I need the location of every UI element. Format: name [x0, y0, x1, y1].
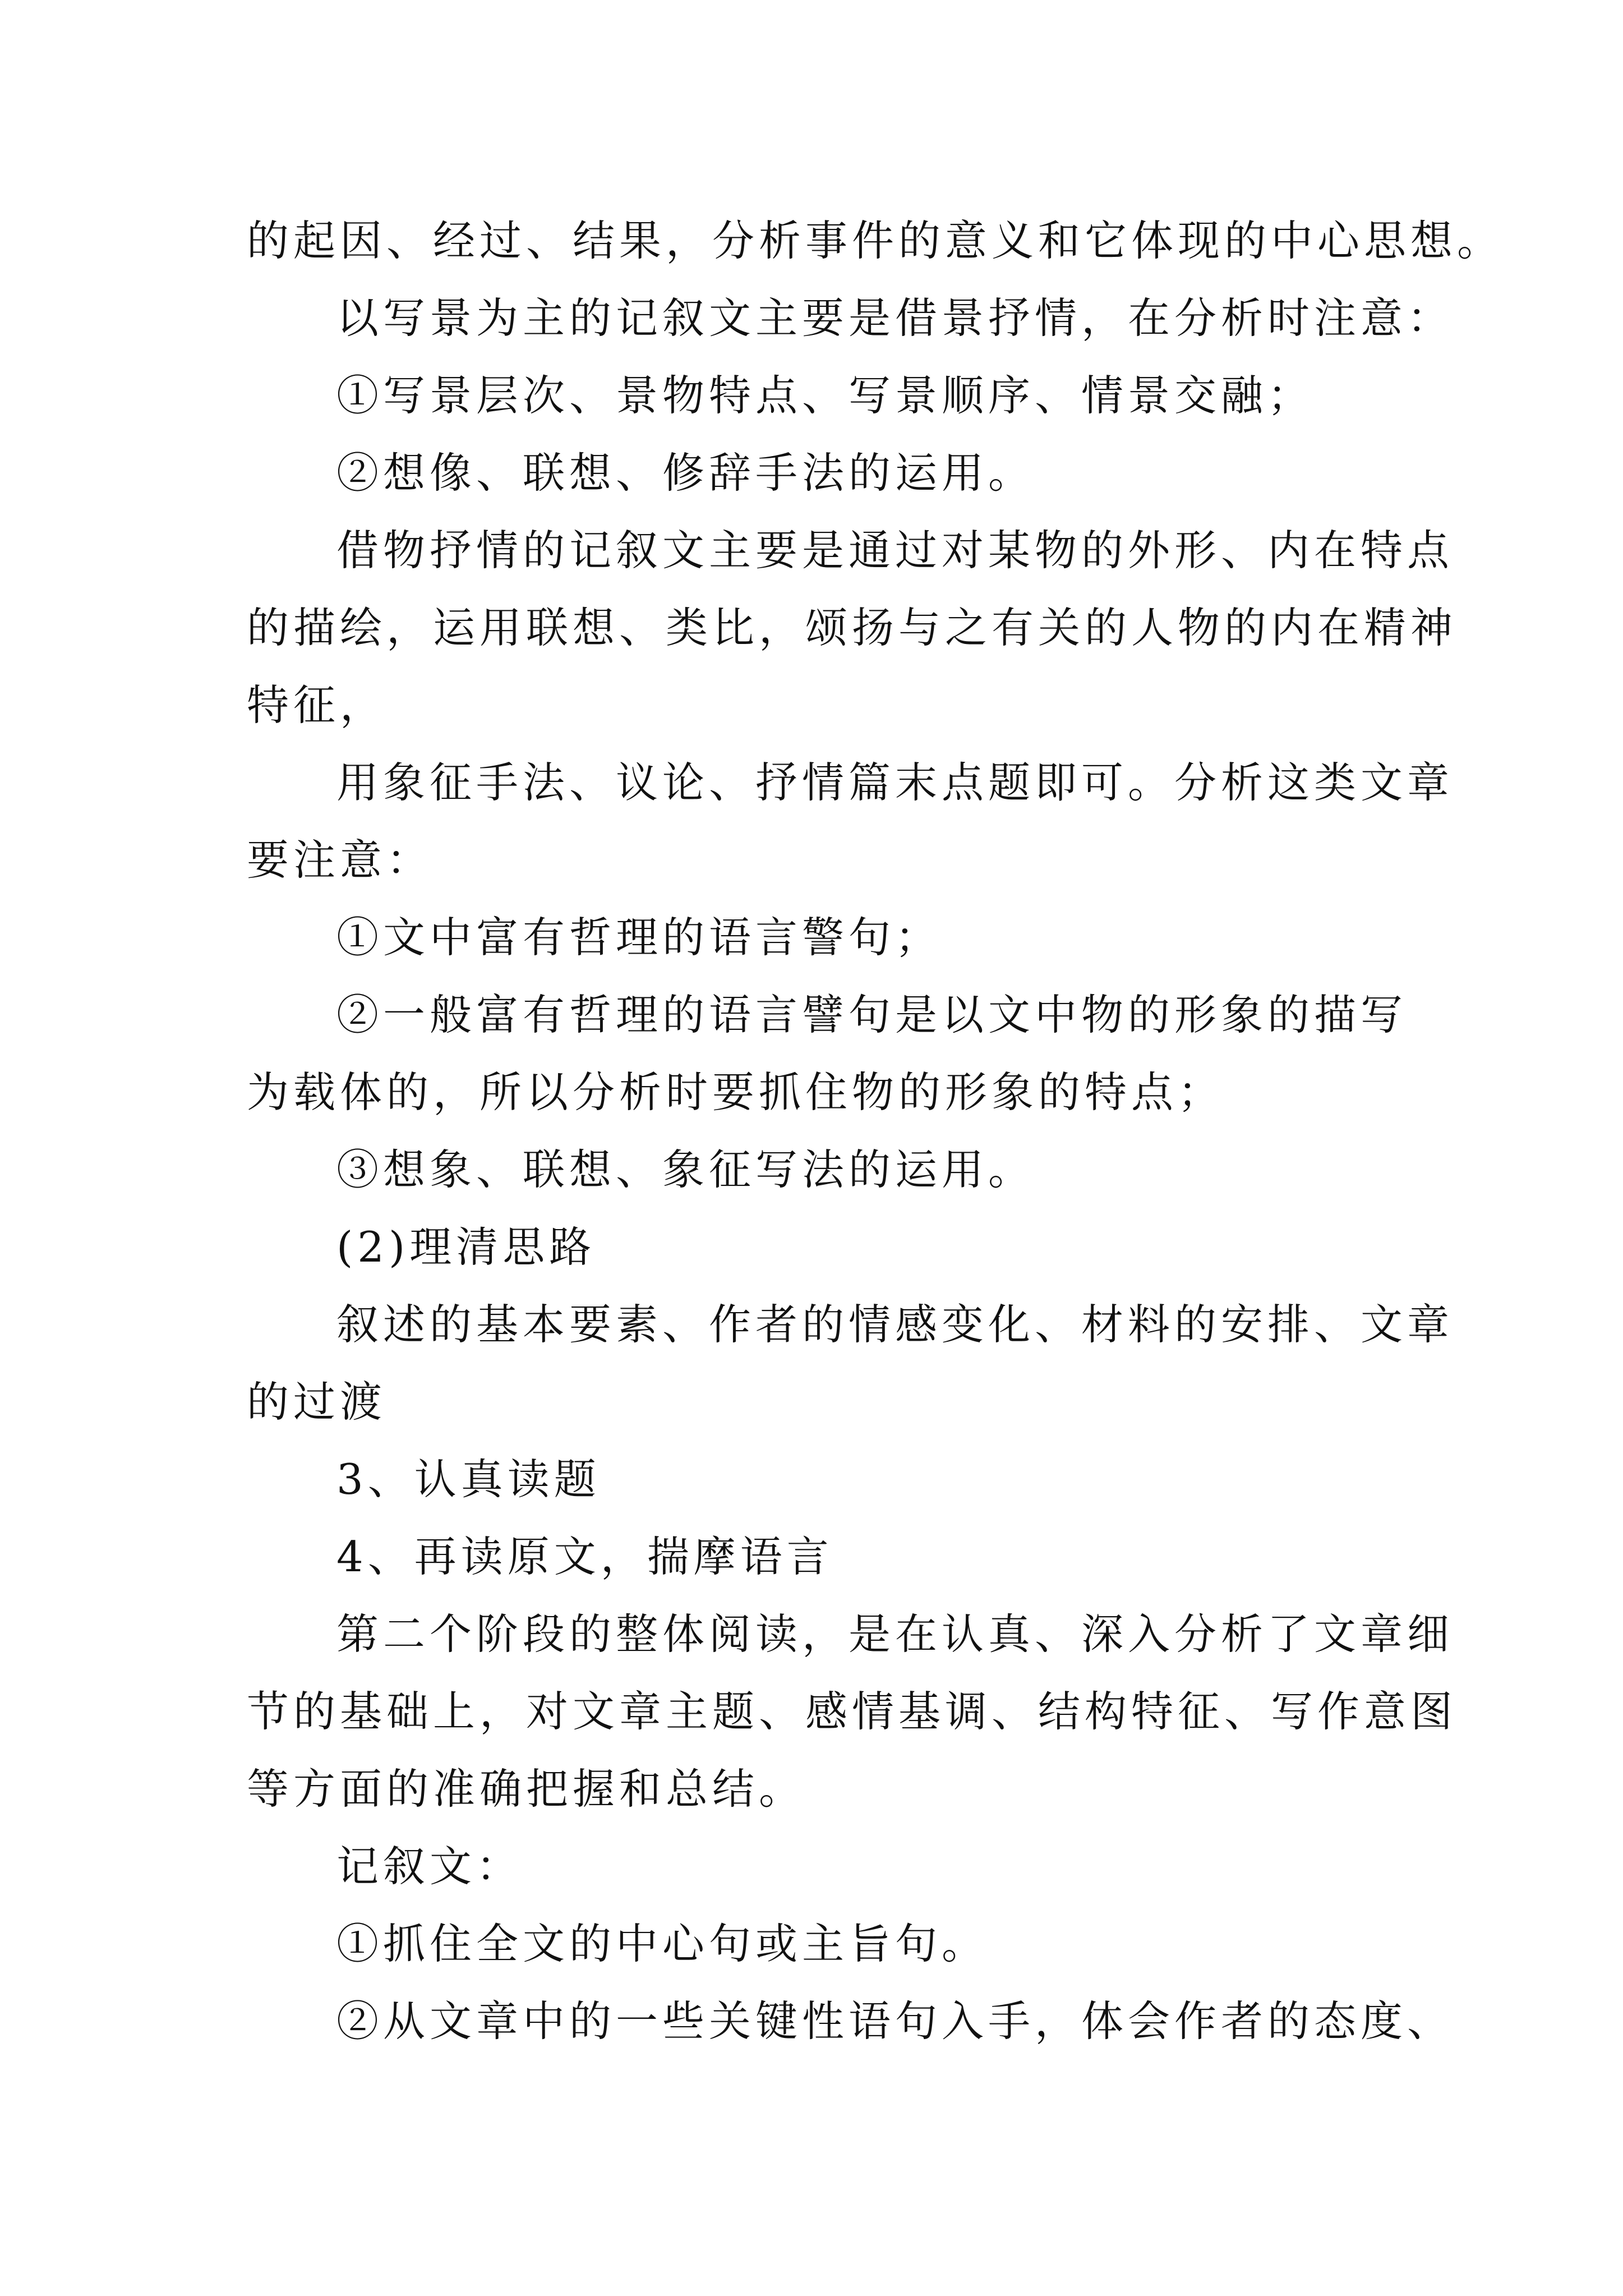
text-line: ①抓住全文的中心句或主旨句。 — [336, 1919, 989, 1968]
text-line: 以写景为主的记叙文主要是借景抒情，在分析时注意： — [336, 293, 1454, 343]
text-line: 的过渡 — [247, 1377, 387, 1427]
text-line: 要注意： — [247, 835, 434, 885]
text-line: ②从文章中的一些关键性语句入手，体会作者的态度、 — [336, 1996, 1454, 2046]
section-heading: 4、再读原文，揣摩语言 — [336, 1532, 833, 1581]
text-line: ①文中富有哲理的语言警句； — [336, 913, 942, 962]
text-line: ②想像、联想、修辞手法的运用。 — [336, 448, 1035, 498]
section-heading: 3、认真读题 — [336, 1455, 601, 1504]
text-line: 的起因、经过、结果，分析事件的意义和它体现的中心思想。 — [247, 216, 1504, 265]
text-line: ②一般富有哲理的语言譬句是以文中物的形象的描写 — [336, 990, 1408, 1039]
text-line: 的描绘，运用联想、类比，颂扬与之有关的人物的内在精神 — [247, 603, 1458, 652]
text-line: ③想象、联想、象征写法的运用。 — [336, 1145, 1035, 1194]
text-line: 节的基础上，对文章主题、感情基调、结构特征、写作意图 — [247, 1687, 1458, 1736]
text-line: 叙述的基本要素、作者的情感变化、材料的安排、文章 — [336, 1300, 1454, 1349]
section-heading: (2)理清思路 — [336, 1222, 596, 1272]
text-line: 借物抒情的记叙文主要是通过对某物的外形、内在特点 — [336, 526, 1454, 575]
text-line: 记叙文： — [336, 1842, 523, 1891]
text-line: 等方面的准确把握和总结。 — [247, 1764, 806, 1814]
body-text — [247, 202, 1504, 2060]
text-line: 第二个阶段的整体阅读，是在认真、深入分析了文章细 — [336, 1609, 1454, 1659]
text-line: ①写景层次、景物特点、写景顺序、情景交融； — [336, 371, 1315, 420]
text-line: 特征， — [247, 680, 387, 730]
text-line: 为载体的，所以分析时要抓住物的形象的特点； — [247, 1068, 1225, 1117]
text-line: 用象征手法、议论、抒情篇末点题即可。分析这类文章 — [336, 758, 1454, 807]
